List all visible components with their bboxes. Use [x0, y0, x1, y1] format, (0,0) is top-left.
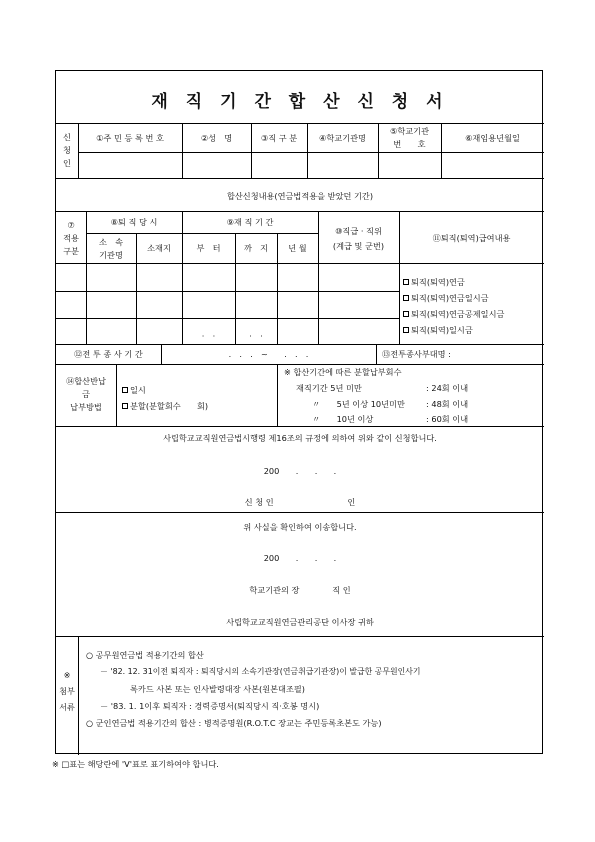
installment-row-3-term: 〃 10년 이상: [312, 414, 374, 424]
hire-date-header: ⑥재임용년월일: [465, 133, 520, 143]
benefit-header: ⑪퇴직(퇴역)급여내용: [432, 233, 511, 243]
installment-row-1-count: : 24회 이내: [426, 383, 469, 393]
benefit-option-lump-pension-label: 퇴직(퇴역)연금일시금: [411, 293, 489, 303]
installment-row-2-count: : 48회 이내: [426, 399, 469, 409]
applied-type-1: ⑦: [67, 220, 75, 230]
apply-statement: 사립학교교직원연금법시행령 제16조의 규정에 의하여 위와 같이 신청합니다.: [163, 433, 437, 443]
war-unit-label: ⑬전투종사부대명 :: [382, 349, 451, 359]
rrn-header: ①주 민 등 록 번 호: [96, 133, 164, 143]
installment-row-1-term: 재직기간 5년 미만: [296, 383, 362, 393]
applicant-label-3: 인: [63, 158, 71, 168]
job-class-field[interactable]: [252, 153, 306, 177]
repay-option-installment-label: 분할(분할회수 회): [130, 401, 209, 411]
checkbox-icon: [403, 327, 409, 333]
benefit-option-deduct-lump-label: 퇴직(퇴역)연금공제일시금: [411, 309, 505, 319]
benefit-option-deduct-lump[interactable]: [403, 309, 504, 319]
applicant-label: [56, 131, 78, 170]
merge-section-header: 합산신청내용(연금법적용을 받았던 기간): [226, 191, 374, 201]
apply-date[interactable]: 200 . . .: [263, 466, 337, 476]
name-field[interactable]: [183, 153, 250, 177]
applied-type-header: [56, 219, 86, 258]
job-class-header: ③직 구 분: [260, 133, 298, 143]
addressee: 사립학교교직원연금관리공단 이사장 귀하: [226, 617, 374, 627]
installment-note-head: ※ 합산기간에 따른 분할납부회수: [284, 367, 402, 377]
benefit-option-lump-pension[interactable]: [403, 293, 489, 303]
form-title: 재 직 기 간 합 산 신 청 서: [151, 92, 449, 112]
checkbox-icon: [122, 387, 128, 393]
attachment-label-3: 서류: [59, 702, 75, 712]
attachment-line-1: ○ 공무원연금법 적용기간의 합산: [86, 650, 204, 660]
checkbox-icon: [403, 279, 409, 285]
attachment-line-3: 록카드 사본 또는 인사발령대장 사본(원본대조필): [130, 684, 305, 694]
from-header: 부 터: [196, 243, 221, 253]
rrn-field[interactable]: [79, 153, 181, 177]
footnote: ※ □표는 해당란에 'V'표로 표기하여야 합니다.: [52, 759, 219, 769]
attachment-label: [56, 667, 78, 715]
applicant-label-2: 청: [63, 145, 71, 155]
repay-method-2: 금: [82, 389, 90, 399]
attachment-line-4: － '83. 1. 1이후 퇴직자 : 경력증명서(퇴직당시 직·호봉 명시): [100, 701, 320, 711]
confirm-signer[interactable]: 학교기관의 장 직 인: [249, 585, 351, 595]
location-header: 소재지: [147, 243, 171, 253]
war-period-label: ⑫전 투 종 사 기 간: [74, 349, 143, 359]
name-header: ②성 명: [200, 133, 233, 143]
repay-method-1: ⑭합산반납: [66, 376, 106, 386]
inst-no-field[interactable]: [379, 153, 440, 177]
confirm-statement: 위 사실을 확인하여 이송합니다.: [243, 522, 357, 532]
inst-no-header-2: 번 호: [393, 139, 426, 149]
installment-row-3-count: : 60회 이내: [426, 414, 469, 424]
repay-option-lump[interactable]: [122, 385, 146, 395]
years-months-header: 년 월: [288, 243, 307, 253]
attachment-line-5: ○ 군인연금법 적용기간의 합산 : 병적증명원(R.O.T.C 장교는 주민등록초본도 가능): [86, 718, 382, 728]
to-date-dots: · ·: [249, 331, 263, 341]
benefit-option-lump[interactable]: [403, 325, 473, 335]
repay-method-label: [56, 375, 116, 414]
apply-signer[interactable]: 신 청 인 인: [244, 497, 356, 507]
affiliation-header-2: 기관명: [99, 250, 123, 260]
checkbox-icon: [403, 311, 409, 317]
confirm-date[interactable]: 200 . . .: [263, 553, 337, 563]
applied-type-2: 적용: [63, 233, 79, 243]
school-header: ④학교기관명: [319, 133, 366, 143]
benefit-option-pension[interactable]: [403, 277, 465, 287]
rank-header-2: (계급 및 군번): [332, 241, 385, 251]
school-field[interactable]: [308, 153, 377, 177]
hire-date-field[interactable]: [442, 153, 543, 177]
applied-type-3: 구분: [63, 246, 79, 256]
attachment-label-1: ※: [63, 670, 71, 680]
from-date-dots: · ·: [201, 331, 216, 341]
application-form: [55, 70, 543, 754]
benefit-option-lump-label: 퇴직(퇴역)일시금: [411, 325, 473, 335]
war-period-value[interactable]: . . . ~ . . .: [228, 349, 309, 359]
benefit-option-pension-label: 퇴직(퇴역)연금: [411, 277, 465, 287]
checkbox-icon: [403, 295, 409, 301]
checkbox-icon: [122, 403, 128, 409]
rank-header-1: ⑩직급 · 직위: [335, 226, 382, 236]
attachment-line-2: － '82. 12. 31이전 퇴직자 : 퇴직당시의 소속기관장(연금취급기관장)이 발급한 공무원인사기: [100, 667, 421, 676]
repay-method-3: 납부방법: [70, 402, 102, 412]
repay-option-installment[interactable]: [122, 401, 208, 411]
to-header: 까 지: [243, 243, 268, 253]
applicant-label-1: 신: [63, 132, 71, 142]
inst-no-header-1: ⑤학교기관: [390, 126, 429, 136]
repay-option-lump-label: 일시: [130, 385, 146, 395]
affiliation-header-1: 소 속: [98, 237, 123, 247]
installment-row-2-term: 〃 5년 이상 10년미만: [312, 399, 405, 409]
attachment-label-2: 첨부: [59, 686, 75, 696]
service-period-header: ⑨재 직 기 간: [226, 217, 274, 227]
retire-time-header: ⑧퇴 직 당 시: [110, 217, 158, 227]
